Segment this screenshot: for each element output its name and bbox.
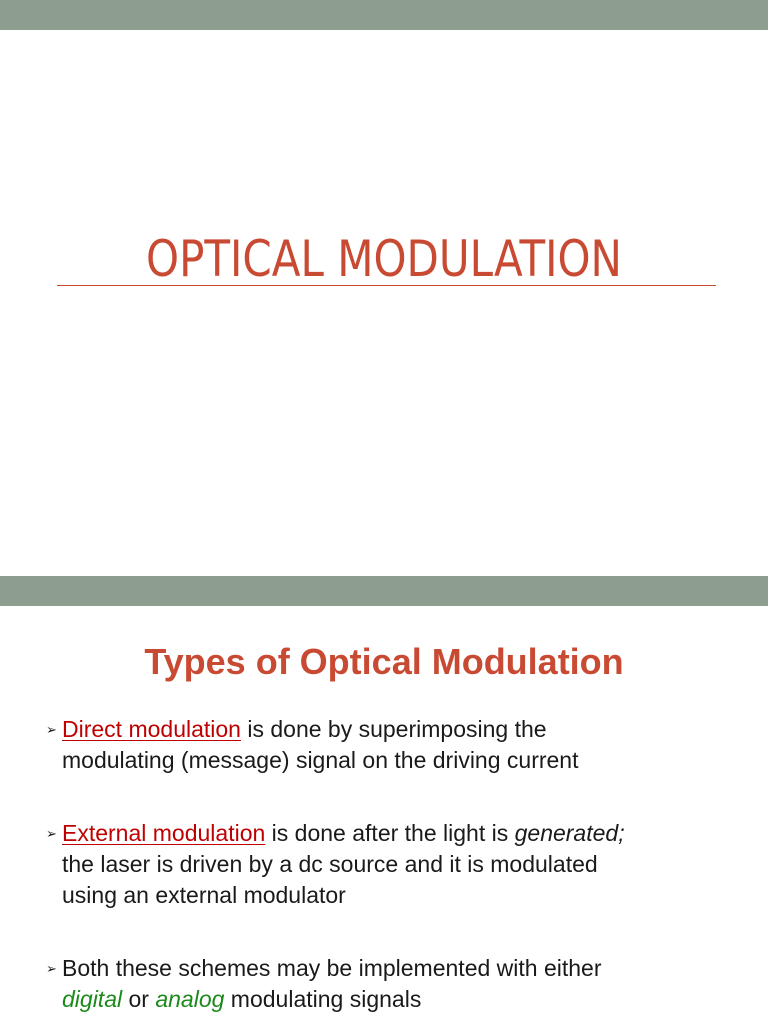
bullet-external-modulation (46, 818, 746, 911)
title-underline-rule (57, 285, 716, 286)
bullet2-line2-text: the laser is driven by a dc source and it is modulated (62, 851, 598, 877)
bullet3-line2 (46, 984, 746, 1015)
bullet3-line1-text: Both these schemes may be implemented with either (62, 955, 602, 981)
bullet2-line1-text: is done after the light is (265, 820, 515, 846)
direct-modulation-link[interactable]: Direct modulation (62, 716, 241, 742)
generated-emphasis: generated; (514, 820, 625, 846)
right-arrowhead-icon: ➢ (46, 722, 57, 737)
analog-term: analog (155, 986, 225, 1012)
slide1-title: OPTICAL MODULATION (146, 230, 622, 288)
bullet-direct-modulation (46, 714, 746, 776)
bullet2-line3-text: using an external modulator (62, 882, 346, 908)
slide-divider-band (0, 576, 768, 606)
bullet1-line1-text: is done by superimposing the (240, 716, 547, 742)
bullet3-line2-rest: modulating signals (224, 986, 422, 1012)
bullet-both-schemes (46, 953, 746, 1015)
digital-term: digital (62, 986, 123, 1012)
external-modulation-link[interactable]: External modulation (62, 820, 266, 846)
right-arrowhead-icon: ➢ (46, 826, 57, 841)
top-decorative-band (0, 0, 768, 30)
right-arrowhead-icon: ➢ (46, 961, 57, 976)
slide2-title: Types of Optical Modulation (144, 641, 624, 682)
bullet1-line2-text: modulating (message) signal on the driving current (62, 747, 579, 773)
or-text: or (122, 986, 156, 1012)
